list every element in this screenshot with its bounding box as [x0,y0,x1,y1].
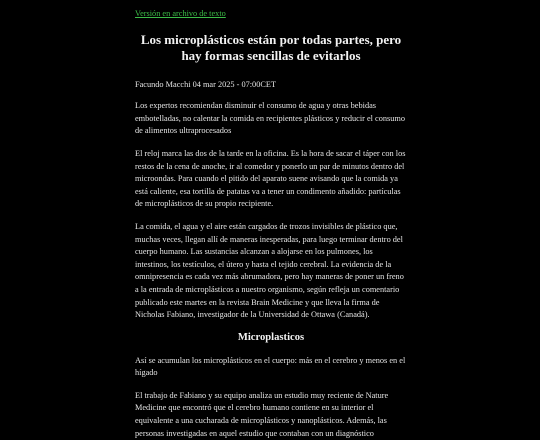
article-column [135,0,407,440]
article-paragraph: La comida, el agua y el aire están cargados de trozos invisibles de plástico que, muchas veces, llegan allí de maneras inesperadas, para luego terminar dentro del cuerpo humano. Las sustancias alcanzan a alojarse en los pulmones, los intestinos, los testículos, el útero y hasta el tejido cerebral. La evidencia de la omnipresencia es cada vez más abrumadora, pero hay maneras de poner un freno a la entrada de microplásticos a nuestro organismo, según refleja un comentario publicado este martes en la revista Brain Medicine y que lleva la firma de Nicholas Fabiano, investigador de la Universidad de Ottawa (Canadá). [135,221,404,320]
text-version-link[interactable]: Versión en archivo de texto [135,9,226,18]
article-lead: Los expertos recomiendan disminuir el consumo de agua y otras bebidas embotelladas, no calentar la comida en recipientes plásticos y reducir el consumo de alimentos ultraprocesados [135,101,406,136]
article-title: Los microplásticos están por todas partes, pero hay formas sencillas de evitarlos [140,31,402,63]
article-byline: Facundo Macchi 04 mar 2025 - 07:00CET [135,79,277,89]
section-paragraph: El trabajo de Fabiano y su equipo analiza un estudio muy reciente de Nature Medicine que encontró que el cerebro humano contiene en su interior el equivalente a una cucharada de microplásticos y nanoplásticos. Además, las personas investigadas en aquel estudio que contaban con un diagnóstico [135,390,389,438]
section-heading: Microplasticos [237,331,305,343]
section-paragraph: Así se acumulan los microplásticos en el cuerpo: más en el cerebro y menos en el hígado [135,355,406,378]
article-paragraph: El reloj marca las dos de la tarde en la oficina. Es la hora de sacar el táper con los restos de la cena de anoche, ir al comedor y ponerlo un par de minutos dentro del microondas. Para cuando el pitido del aparato suene avisando que la comida ya está caliente, esa tortilla de patatas va a tener un condimento añadido: partículas de microplásticos de su propio recipiente. [135,148,406,209]
